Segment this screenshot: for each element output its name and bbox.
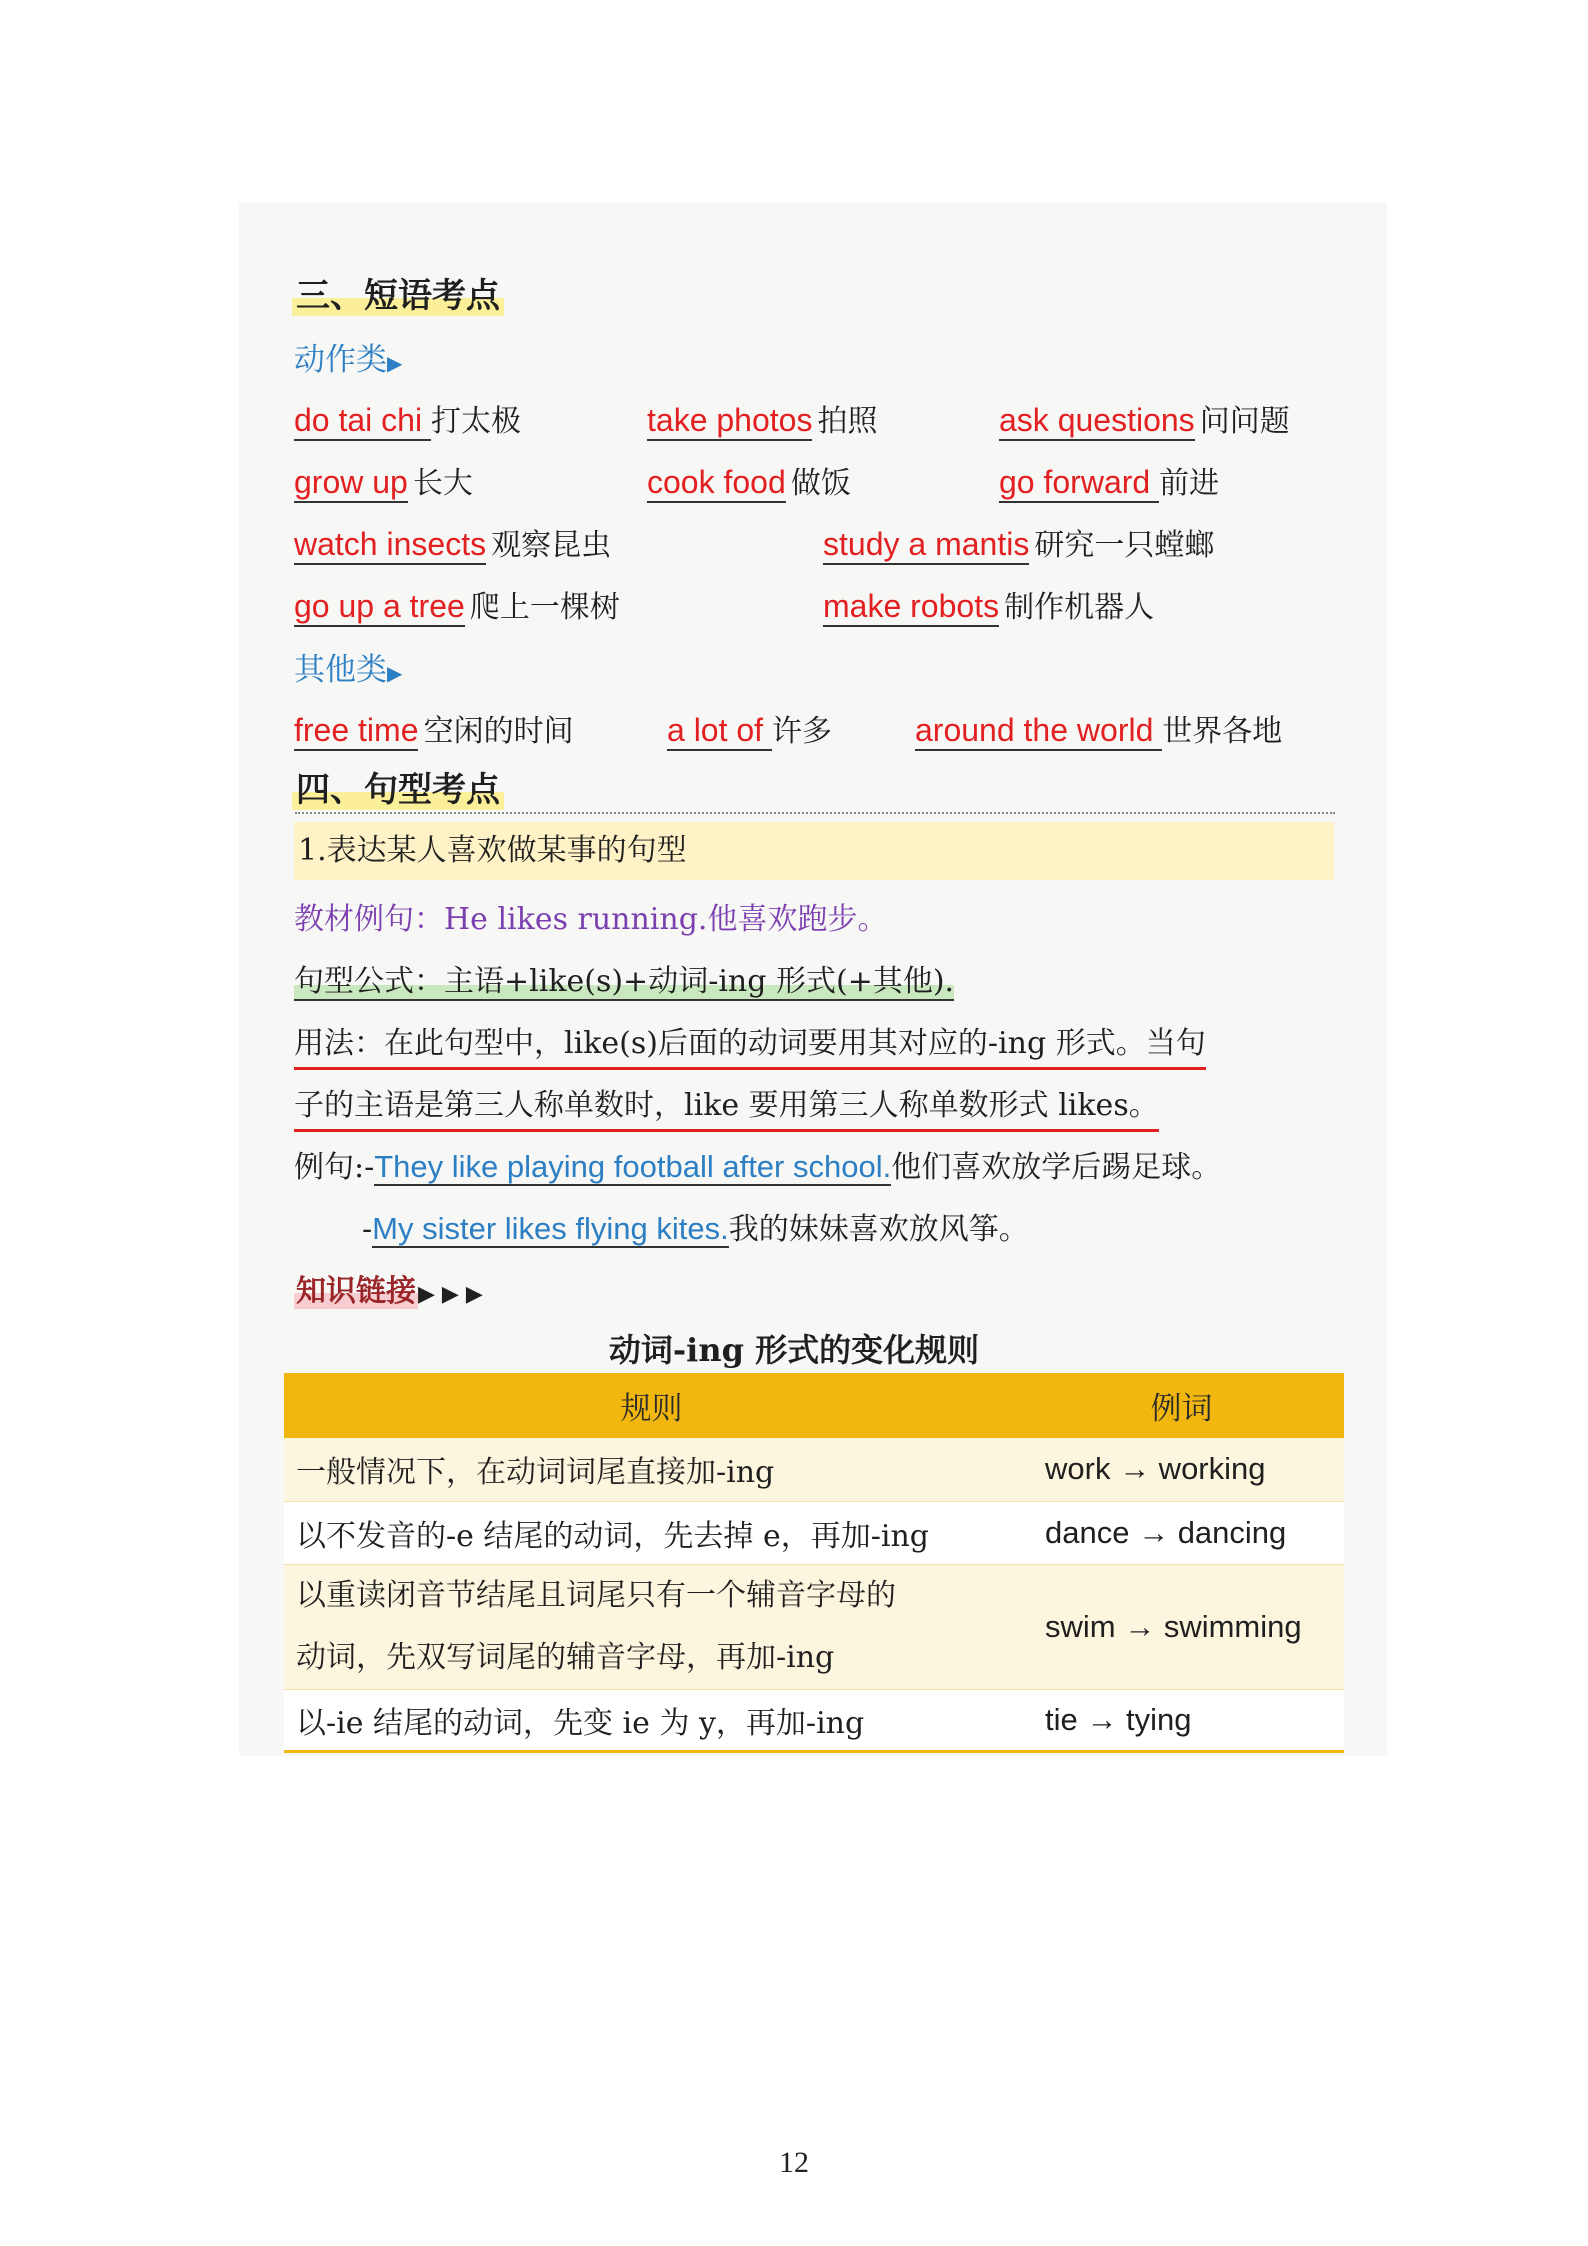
section4-title: [292, 762, 504, 811]
formula-text: 句型公式：主语+like(s)+动词-ing 形式(+其他).: [294, 964, 955, 999]
table-title: 动词-ing 形式的变化规则: [608, 1331, 980, 1369]
example-cell: dance → dancing: [1019, 1501, 1344, 1564]
phrase-row-4: [294, 582, 1354, 626]
textbook-example: 教材例句：He likes running.他喜欢跑步。: [294, 902, 888, 937]
phrase-item: go forward 前进: [999, 464, 1220, 501]
phrase-item: a lot of 许多: [667, 712, 832, 749]
rule-cell: 以不发音的-e 结尾的动词，先去掉 e，再加-ing: [284, 1501, 1019, 1564]
table-row: [284, 1438, 1344, 1501]
category-action: [294, 334, 402, 379]
dotted-divider: [295, 812, 1335, 814]
table-row: [284, 1501, 1344, 1564]
rule-cell: 以重读闭音节结尾且词尾只有一个辅音字母的 动词，先双写词尾的辅音字母，再加-ing: [284, 1564, 1019, 1689]
usage-line-1: 用法：在此句型中，like(s)后面的动词要用其对应的-ing 形式。当句: [294, 1018, 1206, 1062]
phrase-item: ask questions 问问题: [999, 402, 1290, 439]
ing-rules-table: [284, 1373, 1344, 1753]
section3-title-text: 三、短语考点: [292, 276, 504, 316]
phrase-item: make robots 制作机器人: [823, 588, 1155, 625]
phrase-item: go up a tree 爬上一棵树: [294, 588, 620, 625]
table-row: [284, 1564, 1344, 1689]
table-header-rule: 规则: [284, 1373, 1019, 1438]
phrase-item: take photos 拍照: [647, 402, 878, 439]
table-header-row: [284, 1373, 1344, 1438]
section3-title: [292, 268, 504, 317]
formula-line: [294, 956, 954, 1000]
phrase-item: watch insects 观察昆虫: [294, 526, 612, 563]
table-row: [284, 1689, 1344, 1751]
knowledge-link-label: 知识链接: [296, 1274, 416, 1309]
category-other-label: 其他类: [294, 652, 387, 688]
phrase-row-5: [294, 706, 1354, 750]
rule-cell: 以-ie 结尾的动词，先变 ie 为 y，再加-ing: [284, 1689, 1019, 1751]
page-number: 12: [779, 2146, 809, 2179]
example-cell: swim → swimming: [1019, 1564, 1344, 1689]
phrase-item: study a mantis 研究一只螳螂: [823, 526, 1215, 563]
example-cell: work → working: [1019, 1438, 1344, 1501]
rule-cell: 一般情况下，在动词词尾直接加-ing: [284, 1438, 1019, 1501]
category-action-label: 动作类: [294, 342, 387, 378]
knowledge-link: [294, 1266, 483, 1310]
triangle-right-icon: ▶: [387, 661, 403, 685]
phrase-row-1: [294, 396, 1354, 440]
phrase-item: do tai chi 打太极: [294, 402, 521, 439]
triangle-arrows-icon: ▶ ▶ ▶: [418, 1282, 483, 1307]
phrase-row-3: [294, 520, 1354, 564]
phrase-item: around the world 世界各地: [915, 712, 1283, 749]
example-sentence-2: -My sister likes flying kites.我的妹妹喜欢放风筝。: [362, 1211, 1029, 1247]
phrase-row-2: [294, 458, 1354, 502]
phrase-item: grow up 长大: [294, 464, 473, 501]
example-cell: tie → tying: [1019, 1689, 1344, 1751]
category-other: [294, 644, 402, 689]
triangle-right-icon: ▶: [387, 351, 403, 375]
section4-title-text: 四、句型考点: [292, 770, 504, 810]
phrase-item: cook food 做饭: [647, 464, 851, 501]
example-sentence-1: 例句:-They like playing football after school.他们喜欢放学后踢足球。: [294, 1149, 1222, 1185]
usage-line-2: 子的主语是第三人称单数时，like 要用第三人称单数形式 likes。: [294, 1080, 1159, 1124]
table-header-example: 例词: [1019, 1373, 1344, 1438]
phrase-item: free time 空闲的时间: [294, 712, 574, 749]
subsection-heading: 1.表达某人喜欢做某事的句型: [294, 822, 1334, 880]
